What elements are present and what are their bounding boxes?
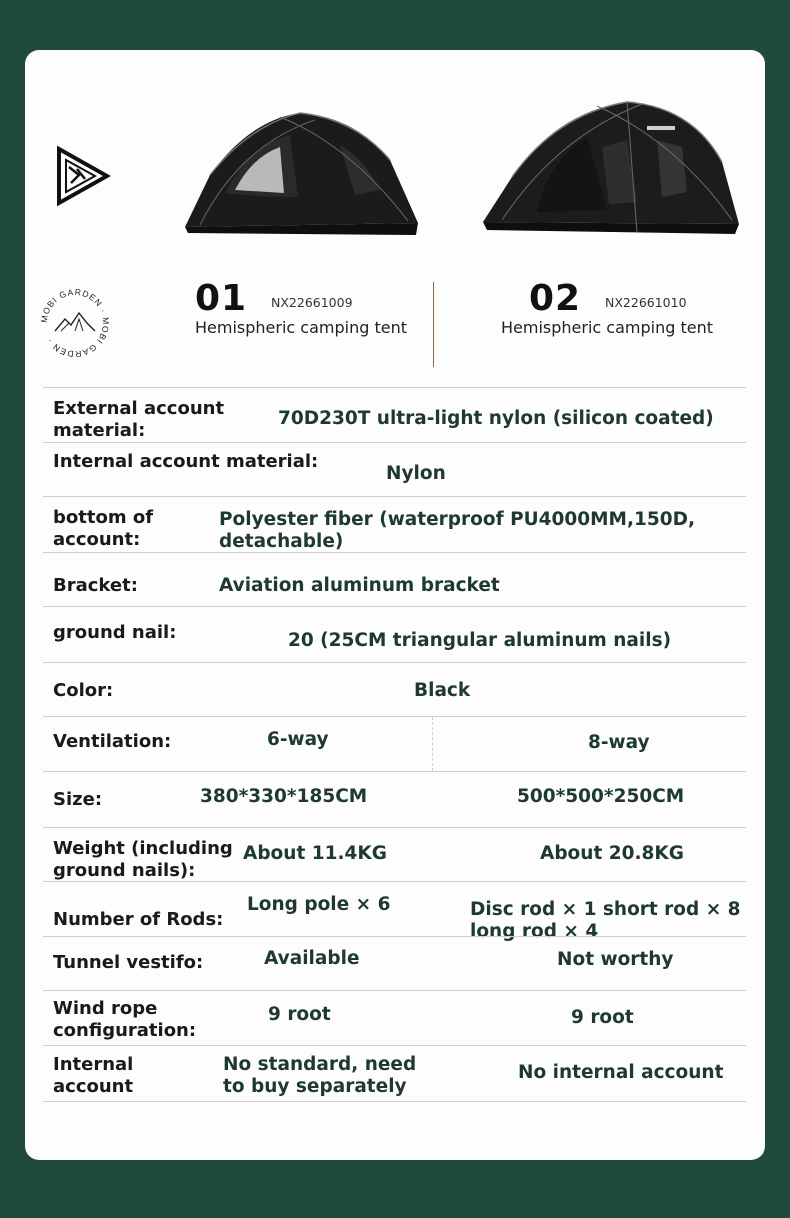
spec-label: Size: (53, 789, 103, 810)
spec-value-02: Disc rod × 1 short rod × 8 long rod × 4 (470, 899, 741, 942)
spec-table (43, 387, 746, 1102)
spec-row-color (43, 662, 746, 716)
spec-value: 70D230T ultra-light nylon (silicon coated) (278, 408, 714, 429)
spec-row-rods (43, 881, 746, 942)
spec-row-external-material (43, 387, 746, 442)
mobi-garden-seal-logo (39, 287, 111, 359)
spec-value: Polyester fiber (waterproof PU4000MM,150D, detachable) (219, 509, 695, 552)
column-divider (432, 717, 433, 771)
spec-label: Wind rope configuration: (53, 998, 197, 1041)
spec-label: Weight (including ground nails): (53, 838, 233, 881)
spec-label: Number of Rods: (53, 909, 224, 930)
product-02-code: NX22661010 (605, 295, 687, 310)
spec-value: Aviation aluminum bracket (219, 575, 500, 596)
spec-row-size (43, 771, 746, 827)
product-02-number: 02 (529, 278, 582, 319)
spec-value-02: 9 root (571, 1007, 634, 1028)
spec-value-02: No internal account (518, 1062, 724, 1083)
spec-row-internal-material (43, 442, 746, 496)
spec-value-02: 500*500*250CM (517, 786, 685, 807)
product-01-name: Hemispheric camping tent (195, 318, 407, 337)
spec-value-01: 380*330*185CM (200, 786, 368, 807)
spec-card (25, 50, 765, 1160)
tent-01-image (180, 105, 425, 245)
product-01-number: 01 (195, 278, 248, 319)
spec-row-internal-account (43, 1045, 746, 1102)
spec-value-01: Available (264, 948, 360, 969)
spec-value-02: 8-way (588, 732, 650, 753)
spec-label: Ventilation: (53, 731, 172, 752)
spec-label: Internal account (53, 1054, 134, 1097)
spec-row-weight (43, 827, 746, 881)
spec-label: bottom of account: (53, 507, 154, 550)
spec-label: Internal account material: (53, 451, 319, 472)
spec-value: Nylon (386, 463, 446, 484)
spec-value-01: 9 root (268, 1004, 331, 1025)
spec-value-02: Not worthy (557, 949, 674, 970)
spec-label: Bracket: (53, 575, 138, 596)
spec-value-01: Long pole × 6 (247, 894, 391, 915)
spec-row-tunnel (43, 936, 746, 990)
seal-text: MOBI GARDEN · MOBI GARDEN · (39, 287, 111, 359)
spec-label: ground nail: (53, 622, 177, 643)
spec-value-01: 6-way (267, 729, 329, 750)
spec-value-01: No standard, need to buy separately (223, 1054, 417, 1097)
svg-text:MOBI GARDEN · MOBI GARDEN · (39, 287, 111, 359)
product-01-code: NX22661009 (271, 295, 353, 310)
spec-label: External account material: (53, 398, 225, 441)
spec-label: Tunnel vestifo: (53, 952, 204, 973)
product-02-name: Hemispheric camping tent (501, 318, 713, 337)
spec-value: 20 (25CM triangular aluminum nails) (288, 630, 672, 651)
spec-row-bracket (43, 552, 746, 606)
spec-row-wind-rope (43, 990, 746, 1045)
spec-row-bottom (43, 496, 746, 552)
tent-02-image (477, 92, 742, 242)
brand-triangle-logo (55, 145, 111, 207)
spec-value: Black (414, 680, 471, 701)
spec-label: Color: (53, 680, 114, 701)
spec-value-02: About 20.8KG (540, 843, 684, 864)
spec-value-01: About 11.4KG (243, 843, 387, 864)
product-divider (433, 282, 434, 367)
spec-row-ventilation (43, 716, 746, 771)
spec-row-ground-nail (43, 606, 746, 662)
